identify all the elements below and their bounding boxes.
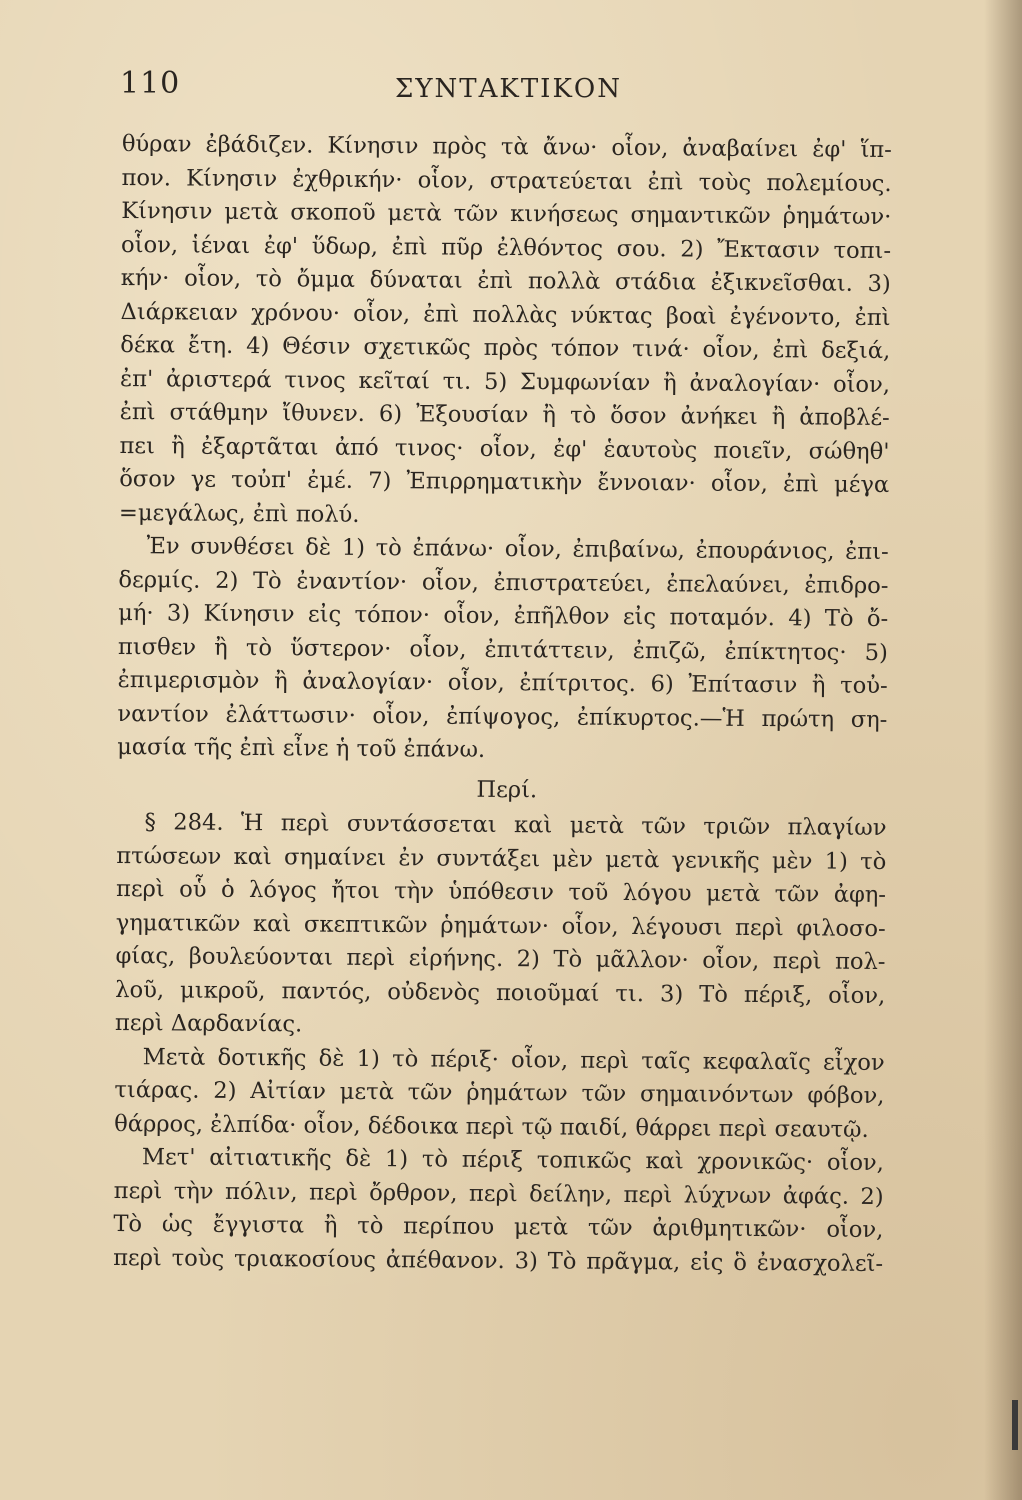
- running-head: ΣΥΝΤΑΚΤΙΚΟΝ: [395, 74, 622, 104]
- text-line: ἐπὶ στάθμην ἴθυνεν. 6) Ἐξουσίαν ἢ τὸ ὅσον ἀνήκει ἢ ἀποβλέ-: [119, 398, 890, 432]
- text-line: οἷον, ἱέναι ἐφ' ὕδωρ, ἐπὶ πῦρ ἐλθόντος σου. 2) Ἔκτασιν τοπι-: [120, 231, 892, 264]
- page-number: 110: [120, 66, 181, 101]
- text-line: Κίνησιν μετὰ σκοποῦ μετὰ τῶν κινήσεως σημαντικῶν ῥημάτων·: [121, 197, 892, 231]
- text-line: περὶ οὗ ὁ λόγος ἤτοι τὴν ὑπόθεσιν τοῦ λόγου μετὰ τῶν ἀφη-: [115, 875, 887, 909]
- text-line: μασία τῆς ἐπὶ εἶνε ἡ τοῦ ἐπάνω.: [117, 733, 486, 763]
- text-line: δερμίς. 2) Τὸ ἐναντίον· οἷον, ἐπιστρατεύει, ἐπελαύνει, ἐπιδρο-: [118, 566, 889, 599]
- text-line: ὅσον γε τοὐπ' ἐμέ. 7) Ἐπιρρηματικὴν ἔννοιαν· οἷον, ἐπὶ μέγα: [119, 465, 890, 499]
- paragraph-peri-genitive: [115, 806, 887, 1047]
- text-line: πει ἢ ἐξαρτᾶται ἀπό τινος· οἷον, ἐφ' ἑαυτοὺς ποιεῖν, σώθηθ': [119, 432, 890, 465]
- text-line: Διάρκειαν χρόνου· οἷον, ἐπὶ πολλὰς νύκτας βοαὶ ἐγένοντο, ἐπὶ: [120, 298, 891, 331]
- text-line: Μετὰ δοτικῆς δὲ 1) τὸ πέριξ· οἷον, περὶ ταῖς κεφαλαῖς εἶχον: [142, 1043, 885, 1076]
- text-line: ἐπ' ἀριστερά τινος κεῖταί τι. 5) Συμφωνίαν ἢ ἀναλογίαν· οἷον,: [119, 365, 891, 398]
- text-line: περὶ Δαρδανίας.: [114, 1009, 303, 1038]
- binding-mark: [1012, 1400, 1018, 1450]
- text-line: ναντίον ἐλάττωσιν· οἷον, ἐπίψογος, ἐπίκυρτος.—Ἡ πρώτη ση-: [117, 700, 888, 733]
- text-line: πον. Κίνησιν ἐχθρικήν· οἷον, στρατεύεται ἐπὶ τοὺς πολεμίους.: [121, 164, 892, 197]
- paragraph-epi-genitive-continuation: [119, 128, 892, 536]
- text-line: κήν· οἷον, τὸ ὄμμα δύναται ἐπὶ πολλὰ στάδια ἐξικνεῖσθαι. 3): [120, 264, 891, 298]
- page-edge-shadow: [984, 0, 1022, 1500]
- text-line: θάρρος, ἐλπίδα· οἷον, δέδοικα περὶ τῷ παιδί, θάρρει περὶ σεαυτῷ.: [114, 1110, 869, 1143]
- text-line: § 284. Ἡ περὶ συντάσσεται καὶ μετὰ τῶν τριῶν πλαγίων: [144, 809, 887, 842]
- text-line: δέκα ἔτη. 4) Θέσιν σχετικῶς πρὸς τόπον τινά· οἷον, ἐπὶ δεξιά,: [120, 331, 891, 365]
- text-line: πτώσεων καὶ σημαίνει ἐν συντάξει μὲν μετὰ γενικῆς μὲν 1) τὸ: [116, 842, 887, 875]
- text-line: Ἐν συνθέσει δὲ 1) τὸ ἐπάνω· οἷον, ἐπιβαίνω, ἐπουράνιος, ἐπι-: [146, 533, 889, 566]
- text-line: μή· 3) Κίνησιν εἰς τόπον· οἷον, ἐπῆλθον εἰς ποταμόν. 4) Τὸ ὄ-: [118, 599, 889, 633]
- paragraph-peri-accusative: [113, 1141, 884, 1281]
- text-line: πισθεν ἢ τὸ ὕστερον· οἷον, ἐπιτάττειν, ἐπιζῶ, ἐπίκτητος· 5): [117, 633, 889, 666]
- text-line: =μεγάλως, ἐπὶ πολύ.: [118, 499, 360, 528]
- section-heading: Περί.: [476, 776, 538, 803]
- text-line: ἐπιμερισμὸν ἢ ἀναλογίαν· οἷον, ἐπίτριτος. 6) Ἐπίτασιν ἢ τοὐ-: [117, 666, 888, 700]
- paragraph-peri-dative: [114, 1040, 885, 1147]
- text-line: τιάρας. 2) Αἰτίαν μετὰ τῶν ῥημάτων τῶν σημαινόντων φόβον,: [114, 1076, 885, 1110]
- text-line: λοῦ, μικροῦ, παντός, οὐδενὸς ποιοῦμαί τι. 3) Τὸ πέριξ, οἷον,: [115, 976, 886, 1009]
- body-text: [113, 128, 892, 1281]
- paragraph-epi-composition: [117, 530, 889, 771]
- text-line: περὶ τοὺς τριακοσίους ἀπέθανον. 3) Τὸ πρᾶγμα, εἰς ὃ ἐνασχολεῖ-: [113, 1244, 884, 1277]
- text-line: Μετ' αἰτιατικῆς δὲ 1) τὸ πέριξ τοπικῶς καὶ χρονικῶς· οἷον,: [141, 1144, 884, 1177]
- text-line: Τὸ ὡς ἔγγιστα ἢ τὸ περίπου μετὰ τῶν ἀριθμητικῶν· οἷον,: [113, 1210, 884, 1244]
- text-line: περὶ τὴν πόλιν, περὶ ὄρθρον, περὶ δείλην, περὶ λύχνων ἀφάς. 2): [113, 1177, 884, 1210]
- text-line: θύραν ἐβάδιζεν. Κίνησιν πρὸς τὰ ἄνω· οἷον, ἀναβαίνει ἐφ' ἵπ-: [121, 130, 892, 164]
- text-line: γηματικῶν καὶ σκεπτικῶν ῥημάτων· οἷον, λέγουσι περὶ φιλοσο-: [115, 909, 886, 942]
- text-line: φίας, βουλεύονται περὶ εἰρήνης. 2) Τὸ μᾶλλον· οἷον, περὶ πολ-: [115, 942, 886, 976]
